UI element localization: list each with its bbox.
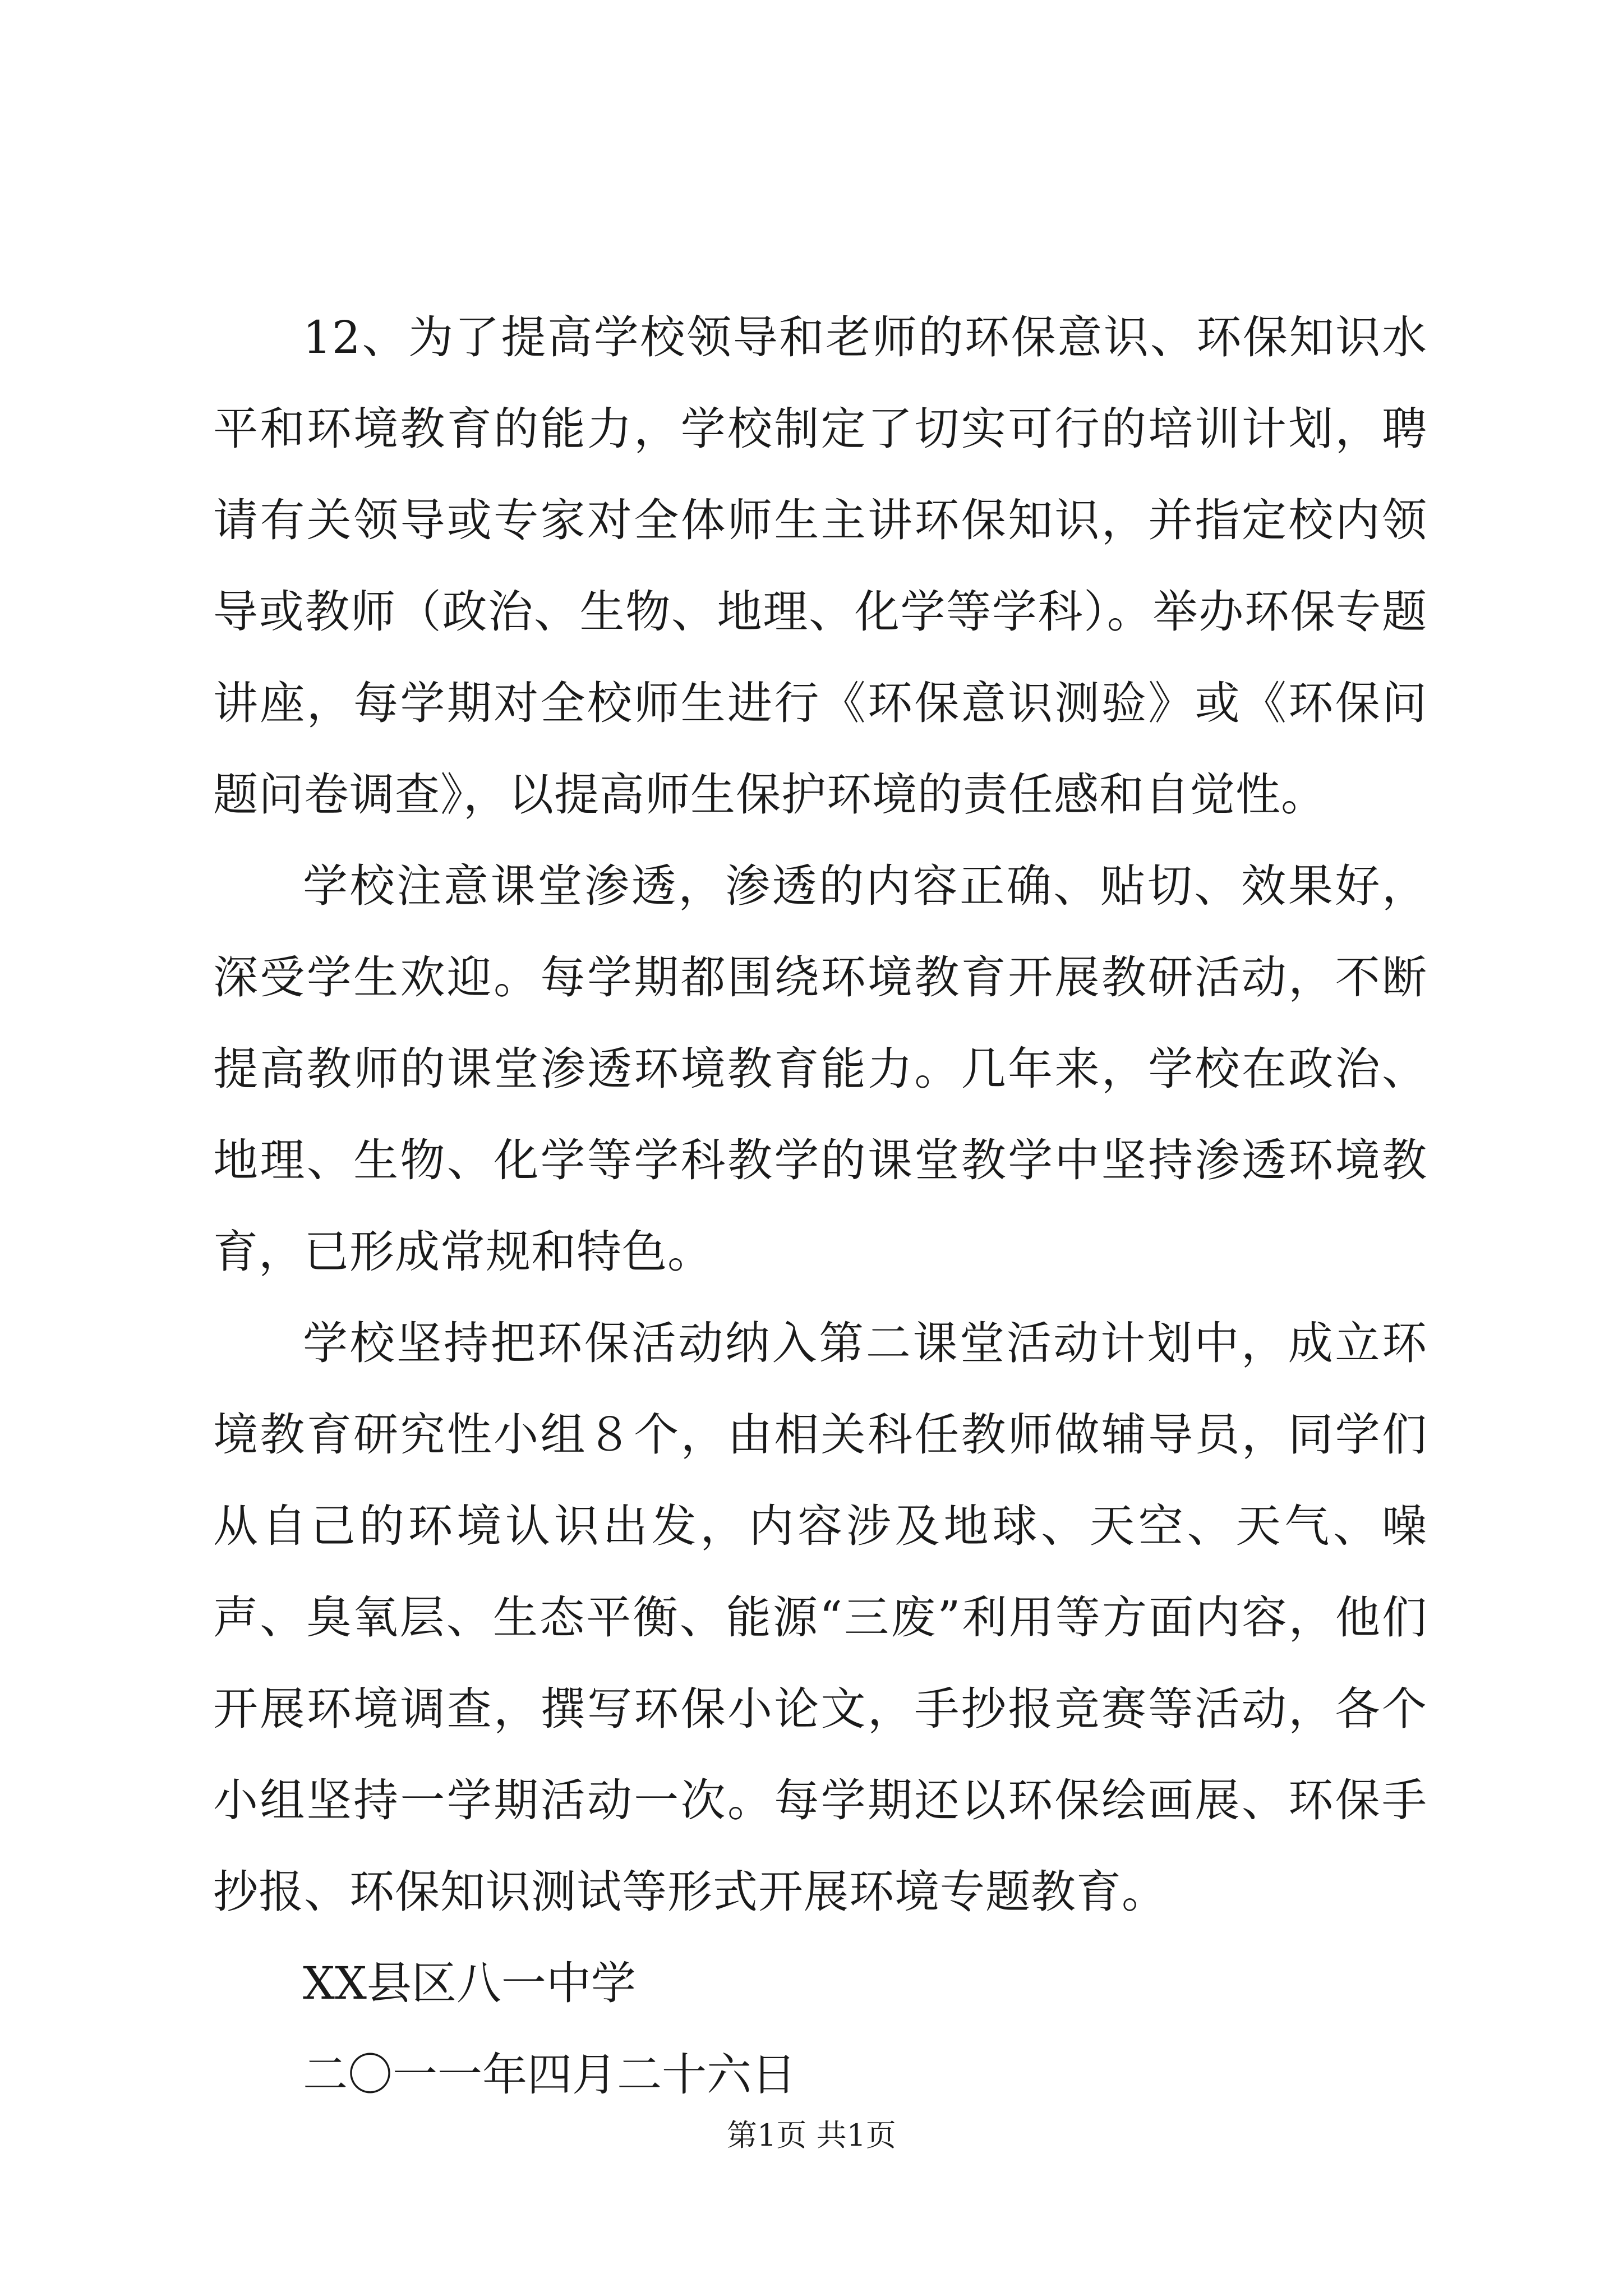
paragraph-extracurricular-activities: 学校坚持把环保活动纳入第二课堂活动计划中，成立环境教育研究性小组８个，由相关科任教师做辅导员，同学们从自己的环境认识出发，内容涉及地球、天空、天气、噪声、臭氧层、生态平衡、能源“三废”利用等方面内容，他们开展环境调查，撰写环保小论文，手抄报竞赛等活动，各个小组坚持一学期活动一次。每学期还以环保绘画展、环保手抄报、环保知识测试等形式开展环境专题教育。 [213,1317,1427,1918]
page-number-footer: 第1页 共1页 [727,2118,896,2153]
paragraph-classroom-integration: 学校注意课堂渗透，渗透的内容正确、贴切、效果好，深受学生欢迎。每学期都围绕环境教育开展教研活动，不断提高教师的课堂渗透环境教育能力。几年来，学校在政治、地理、生物、化学等学科教学的课堂教学中坚持渗透环境教育，已形成常规和特色。 [213,860,1427,1278]
paragraph-training-plan: 12、为了提高学校领导和老师的环保意识、环保知识水平和环境教育的能力，学校制定了切实可行的培训计划，聘请有关领导或专家对全体师生主讲环保知识，并指定校内领导或教师（政治、生物、地理、化学等学科）。举办环保专题讲座，每学期对全校师生进行《环保意识测验》或《环保问题问卷调查》，以提高师生保护环境的责任感和自觉性。 [213,311,1427,821]
signature-organization: XX县区八一中学 [303,1957,636,2009]
document-body [213,292,1427,2120]
signature-date: 二〇一一年四月二十六日 [303,2049,796,2101]
